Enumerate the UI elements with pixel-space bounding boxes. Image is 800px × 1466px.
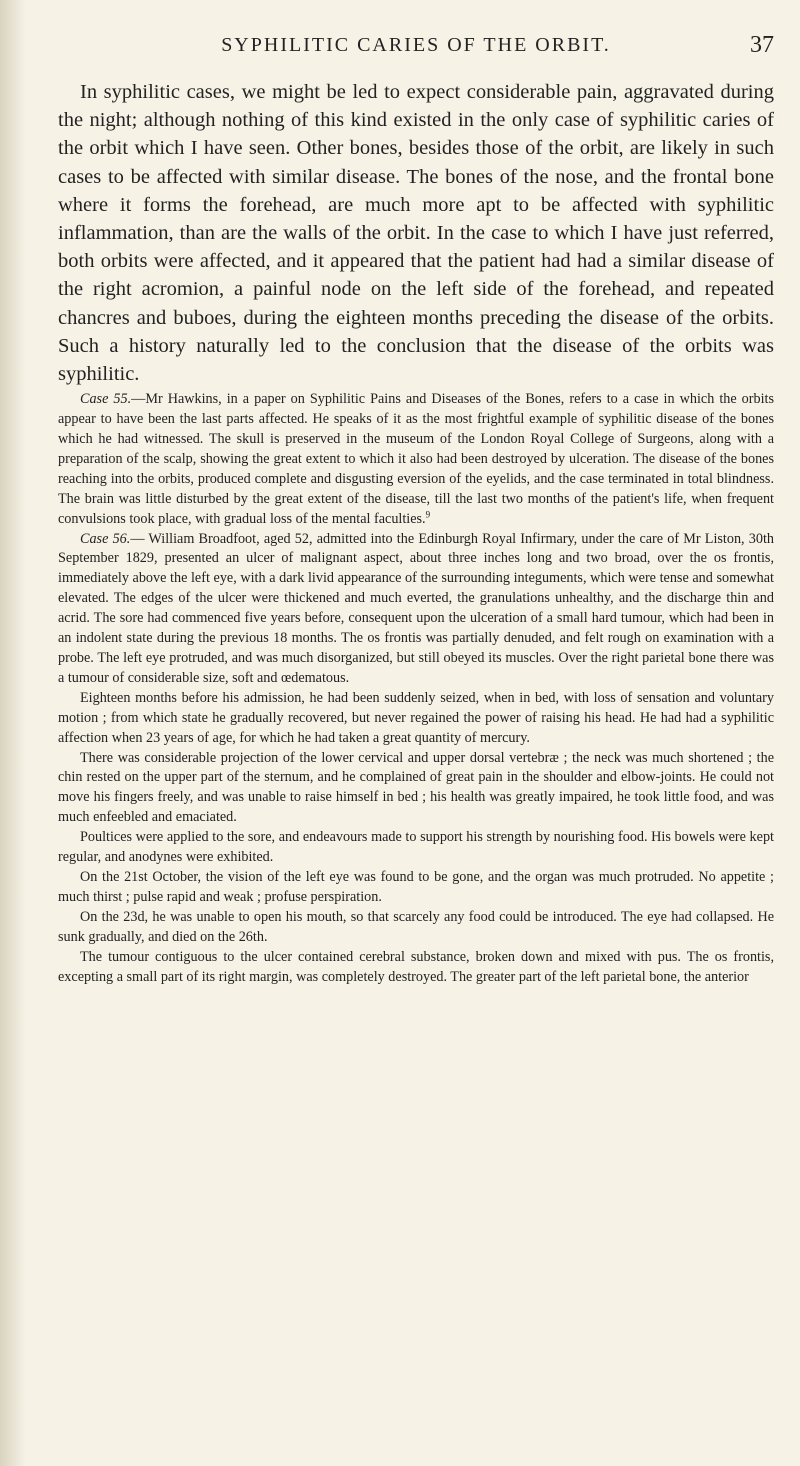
case-55-text: —Mr Hawkins, in a paper on Syphilitic Pains and Diseases of the Bones, refers to a case in which the orbits appear to have been the last parts affected. He speaks of it as the most frightful example of syphilitic disease of the bones which he had witnessed. The skull is preserved in the museum of the London Royal College of Surgeons, along with a preparation of the scalp, showing the great extent to which it also had been destroyed by ulceration. The disease of the bones reaching into the orbits, produced complete and disgusting eversion of the eyelids, and the case terminated in total blindness. The brain was little disturbed by the great extent of the disease, till the last two months of the patient's life, when frequent convulsions took place, with gradual loss of the mental faculties. (58, 391, 775, 527)
main-text (58, 78, 774, 388)
page-header (58, 34, 774, 78)
case-56-text: — William Broadfoot, aged 52, admitted into the Edinburgh Royal Infirmary, under the care of Mr Liston, 30th September 1829, presented an ulcer of malignant aspect, about three inches long and two broad, over the os frontis, immediately above the left eye, with a dark livid appearance of the surrounding integuments, which were tense and somewhat elevated. The edges of the ulcer were thickened and much everted, the granulations unhealthy, and the discharge thin and acrid. The sore had commenced five years before, consequent upon the ulceration of a small hard tumour, which had been in an indolent state during the previous 18 months. The os frontis was partially denuded, and felt rough on examination with a probe. The left eye protruded, and was much disorganized, but still obeyed its muscles. Over the right parietal bone there was a tumour of considerable size, soft and œdematous. (58, 530, 775, 686)
paragraph-treatment: Poultices were applied to the sore, and endeavours made to support his strength by nourishing food. His bowels were kept regular, and anodynes were exhibited. (58, 829, 774, 866)
paragraph-21st-october: On the 21st October, the vision of the left eye was found to be gone, and the organ was much protruded. No appetite ; much thirst ; pulse rapid and weak ; profuse perspiration. (58, 868, 774, 905)
case-reports (58, 390, 774, 987)
case-56-label: Case 56. (80, 530, 131, 547)
case-56-paragraph (58, 530, 774, 689)
case-55-paragraph (58, 390, 774, 529)
footnote-ref: 9 (425, 508, 431, 519)
paragraph-history: Eighteen months before his admission, he had been suddenly seized, when in bed, with loss of sensation and voluntary motion ; from which state he gradually recovered, but never regained the power of raising his head. He had had a syphilitic affection when 23 years of age, for which he had taken a great quantity of mercury. (58, 689, 774, 746)
book-page (58, 0, 774, 987)
case-55-label: Case 55. (80, 391, 132, 408)
paragraph-23d: On the 23d, he was unable to open his mouth, so that scarcely any food could be introduced. The eye had collapsed. He sunk gradually, and died on the 26th. (58, 908, 774, 945)
paragraph-symptoms: There was considerable projection of the lower cervical and upper dorsal vertebræ ; the neck was much shortened ; the chin rested on the upper part of the sternum, and he complained of great pain in the shoulder and elbow-joints. He could not move his fingers freely, and was unable to raise himself in bed ; his health was greatly impaired, he took little food, and was much enfeebled and emaciated. (58, 749, 774, 826)
page-edge-shadow (0, 0, 26, 1466)
paragraph-syphilitic-cases: In syphilitic cases, we might be led to expect considerable pain, aggravated during the night; although nothing of this kind existed in the only case of syphilitic caries of the orbit which I have seen. Other bones, besides those of the orbit, are likely in such cases to be affected with similar disease. The bones of the nose, and the frontal bone where it forms the forehead, are much more apt to be affected with syphilitic inflammation, than are the walls of the orbit. In the case to which I have just referred, both orbits were affected, and it appeared that the patient had had a similar disease of the right acromion, a painful node on the left side of the forehead, and repeated chancres and buboes, during the eighteen months preceding the disease of the orbits. Such a history naturally led to the conclusion that the disease of the orbits was syphilitic. (58, 81, 774, 386)
running-title: SYPHILITIC CARIES OF THE ORBIT. (221, 34, 611, 56)
paragraph-tumour: The tumour contiguous to the ulcer contained cerebral substance, broken down and mixed with pus. The os frontis, excepting a small part of its right margin, was completely destroyed. The greater part of the left parietal bone, the anterior (58, 948, 774, 985)
page-number: 37 (750, 32, 774, 58)
